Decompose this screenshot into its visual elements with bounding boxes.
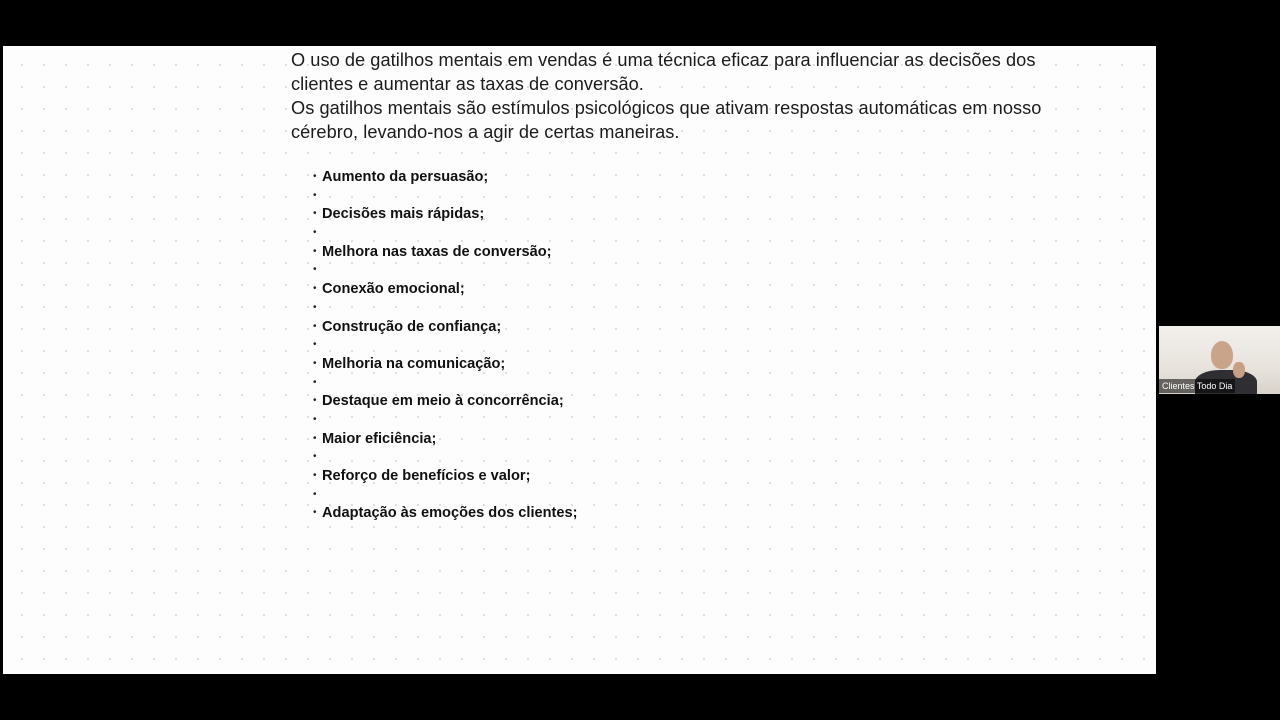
list-item-label: Melhoria na comunicação;	[322, 355, 506, 372]
bullet-dot: •	[313, 245, 317, 257]
bullet-dot: •	[313, 357, 317, 369]
bullet-dot: •	[313, 470, 317, 481]
bullet-dot: •	[313, 413, 317, 425]
bullet-dot: •	[313, 320, 317, 332]
list-item-label: Construção de confiança;	[322, 318, 502, 335]
list-item-label: Conexão emocional;	[322, 281, 465, 298]
list-item-label: Adaptação às emoções dos clientes;	[322, 505, 578, 522]
bullet-dot: •	[313, 208, 317, 220]
bullet-dot: •	[313, 189, 317, 201]
list-item-label: Destaque em meio à concorrência;	[322, 393, 564, 410]
bullet-dot: •	[313, 171, 317, 182]
bullet-dot: •	[313, 283, 317, 295]
list-item-label: Aumento da persuasão;	[322, 169, 489, 185]
intro-paragraph-1: O uso de gatilhos mentais em vendas é uma técnica eficaz para influenciar as decisões dos clientes e aumentar as taxas de conversão.	[291, 50, 1036, 94]
bullet-dot: •	[313, 451, 317, 463]
bullet-dot: •	[313, 301, 317, 313]
list-item-label: Decisões mais rápidas;	[322, 206, 485, 223]
bullet-dot: •	[313, 376, 317, 388]
bullet-dot: •	[313, 264, 317, 276]
participant-name-label: Clientes Todo Dia	[1159, 379, 1235, 393]
slide-canvas	[3, 46, 1156, 674]
bullet-dot: •	[313, 432, 317, 444]
list-item-label: Melhora nas taxas de conversão;	[322, 243, 552, 260]
bullet-dot: •	[313, 227, 317, 239]
presenter-head	[1211, 341, 1233, 369]
bullet-dot: •	[313, 488, 317, 500]
bullet-dot: •	[313, 395, 317, 407]
intro-text	[291, 48, 1051, 144]
list-item-label: Maior eficiência;	[322, 430, 437, 447]
bullet-dot: •	[313, 339, 317, 351]
intro-paragraph-2: Os gatilhos mentais são estímulos psicológicos que ativam respostas automáticas em nosso cérebro, levando-nos a agir de certas maneiras.	[291, 98, 1042, 142]
presenter-hand	[1233, 362, 1245, 378]
webcam-thumbnail[interactable]	[1159, 326, 1280, 394]
list-item-label: Reforço de benefícios e valor;	[322, 468, 531, 484]
bullet-dot: •	[313, 507, 317, 519]
